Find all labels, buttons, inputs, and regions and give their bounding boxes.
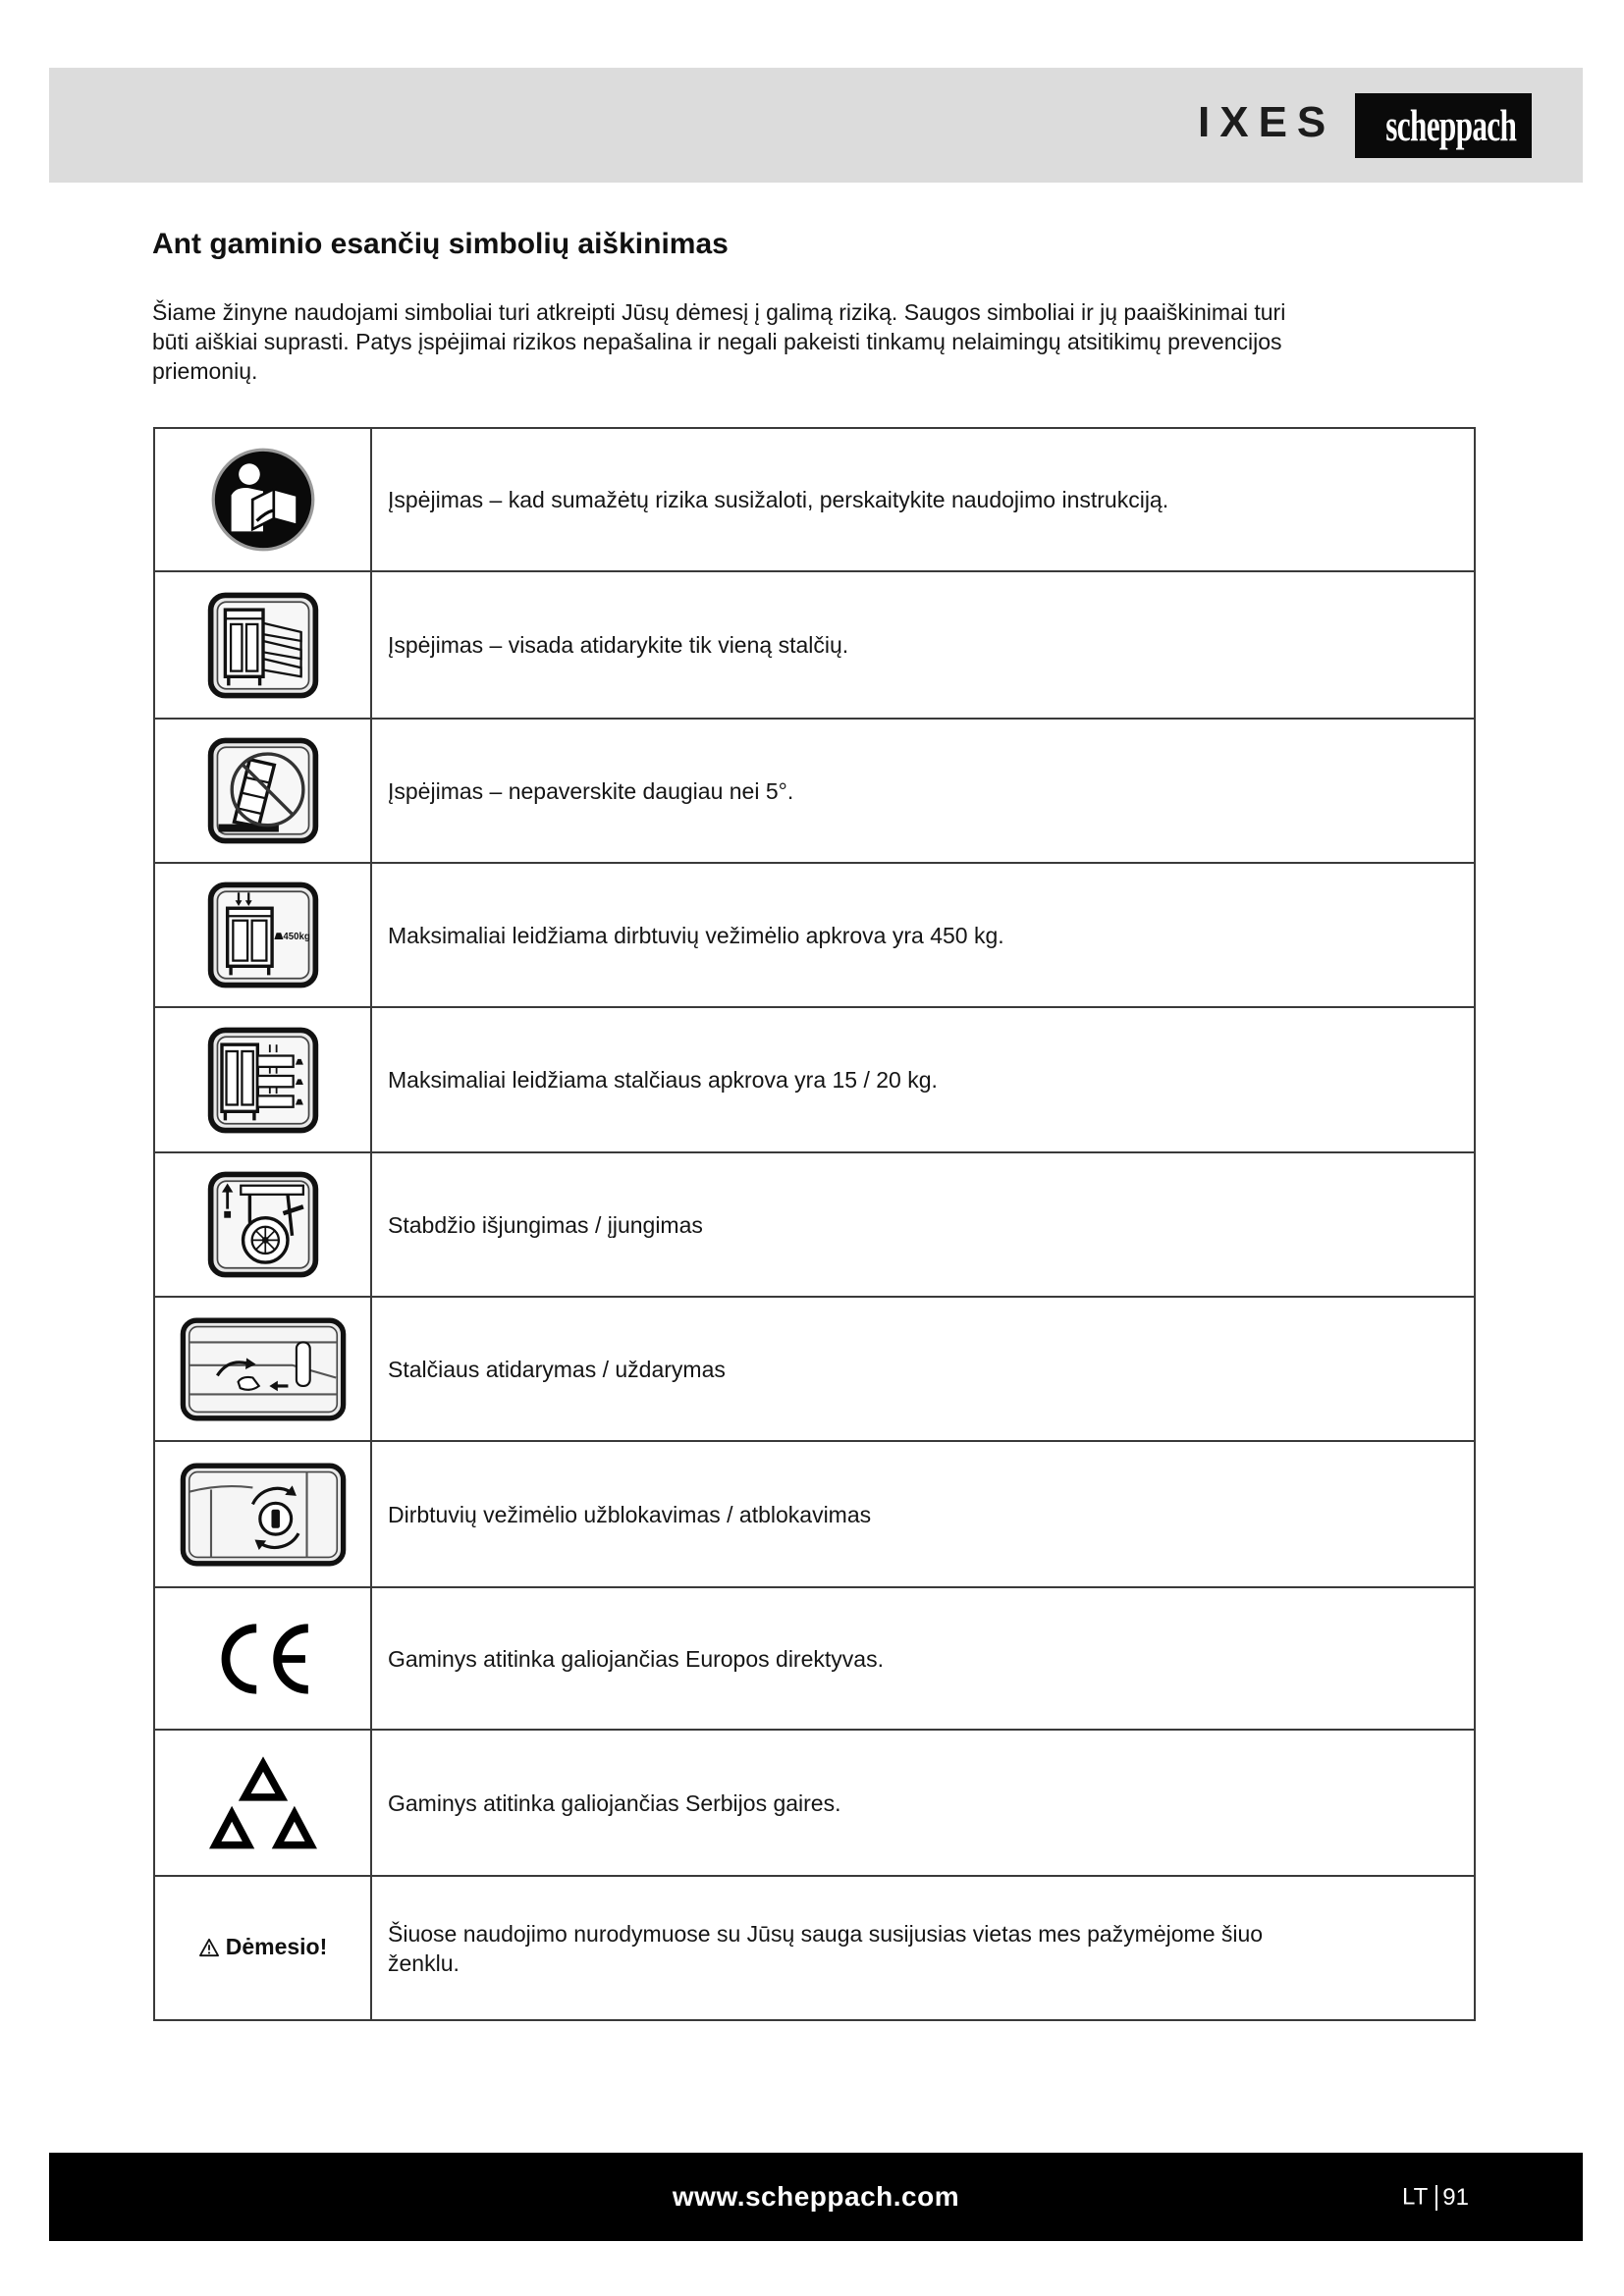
description-cell	[371, 1730, 1475, 1876]
description-cell	[371, 1007, 1475, 1152]
description-cell	[371, 1297, 1475, 1441]
max-load-icon	[207, 881, 319, 988]
description-cell	[371, 1876, 1475, 2020]
max-load-label: 450kg	[282, 932, 310, 943]
description-cell	[371, 1441, 1475, 1587]
table-row	[154, 1007, 1475, 1152]
symbol-cell	[154, 1587, 371, 1730]
attention-label	[198, 1934, 328, 1960]
table-row	[154, 1587, 1475, 1730]
symbol-cell	[154, 1297, 371, 1441]
symbol-cell	[154, 1730, 371, 1876]
brake-icon	[207, 1171, 319, 1278]
symbol-cell	[154, 719, 371, 863]
page-footer	[49, 2153, 1583, 2241]
attention-text: Dėmesio!	[225, 1934, 328, 1960]
table-row	[154, 571, 1475, 719]
scheppach-logo	[1355, 93, 1532, 158]
symbol-cell	[154, 1876, 371, 2020]
symbol-cell	[154, 428, 371, 571]
description-cell	[371, 863, 1475, 1007]
intro-paragraph	[152, 297, 1285, 386]
table-row	[154, 1441, 1475, 1587]
serbian-conformity-icon	[204, 1751, 322, 1854]
no-tipping-icon	[207, 737, 319, 844]
drawer-load-icon	[207, 1027, 319, 1134]
table-row	[154, 1297, 1475, 1441]
warning-icon	[198, 1938, 220, 1957]
table-row	[154, 1152, 1475, 1297]
symbol-cell	[154, 863, 371, 1007]
description-cell	[371, 571, 1475, 719]
symbol-cell	[154, 1007, 371, 1152]
table-row	[154, 719, 1475, 863]
table-row	[154, 1730, 1475, 1876]
intro-line: priemonių.	[152, 358, 258, 384]
table-row	[154, 863, 1475, 1007]
page-title: Ant gaminio esančių simbolių aiškinimas	[152, 228, 729, 260]
symbol-description: Stabdžio išjungimas / įjungimas	[388, 1211, 703, 1238]
symbol-description: Gaminys atitinka galiojančias Europos direktyvas.	[388, 1645, 884, 1672]
trolley-lock-icon	[180, 1463, 347, 1567]
drawer-open-close-icon	[180, 1317, 347, 1421]
website-url: www.scheppach.com	[672, 2181, 960, 2212]
symbol-description: Įspėjimas – kad sumažėtų rizika susižaloti, perskaitykite naudojimo instrukciją.	[388, 487, 1169, 512]
symbol-description: Maksimaliai leidžiama stalčiaus apkrova yra 15 / 20 kg.	[388, 1067, 938, 1093]
page-number: 91	[1435, 2185, 1469, 2211]
page-indicator	[1402, 2153, 1469, 2242]
symbol-description: Maksimaliai leidžiama dirbtuvių vežimėlio apkrova yra 450 kg.	[388, 922, 1004, 948]
symbol-description: Stalčiaus atidarymas / uždarymas	[388, 1356, 726, 1382]
page-header	[49, 68, 1583, 183]
ixes-logo: IXES	[1198, 98, 1336, 146]
description-cell	[371, 428, 1475, 571]
symbol-cell	[154, 1441, 371, 1587]
table-row	[154, 428, 1475, 571]
description-cell	[371, 1152, 1475, 1297]
language-code: LT	[1402, 2183, 1429, 2211]
read-manual-icon	[210, 447, 316, 553]
symbol-description: Įspėjimas – visada atidarykite tik vieną stalčių.	[388, 632, 849, 658]
symbol-description: Gaminys atitinka galiojančias Serbijos gaires.	[388, 1789, 841, 1816]
open-one-drawer-icon	[207, 592, 319, 699]
symbol-description: Šiuose naudojimo nurodymuose su Jūsų sauga susijusias vietas mes pažymėjome šiuo	[388, 1920, 1264, 1947]
description-cell	[371, 1587, 1475, 1730]
symbol-description: ženklu.	[388, 1949, 460, 1976]
symbol-cell	[154, 571, 371, 719]
description-cell	[371, 719, 1475, 863]
symbol-description: Dirbtuvių vežimėlio užblokavimas / atblokavimas	[388, 1501, 872, 1527]
scheppach-logo-text: scheppach	[1385, 100, 1517, 150]
symbol-cell	[154, 1152, 371, 1297]
intro-line: būti aiškiai suprasti. Patys įspėjimai rizikos nepašalina ir negali pakeisti tinkamų nelaimingų atsitikimų prevencijos	[152, 329, 1282, 354]
table-row	[154, 1876, 1475, 2020]
ce-mark-icon	[210, 1621, 316, 1697]
intro-line: Šiame žinyne naudojami simboliai turi atkreipti Jūsų dėmesį į galimą riziką. Saugos simboliai ir jų paaiškinimai turi	[152, 299, 1286, 325]
symbols-table	[153, 427, 1476, 2021]
symbol-description: Įspėjimas – nepaverskite daugiau nei 5°.	[388, 777, 794, 804]
